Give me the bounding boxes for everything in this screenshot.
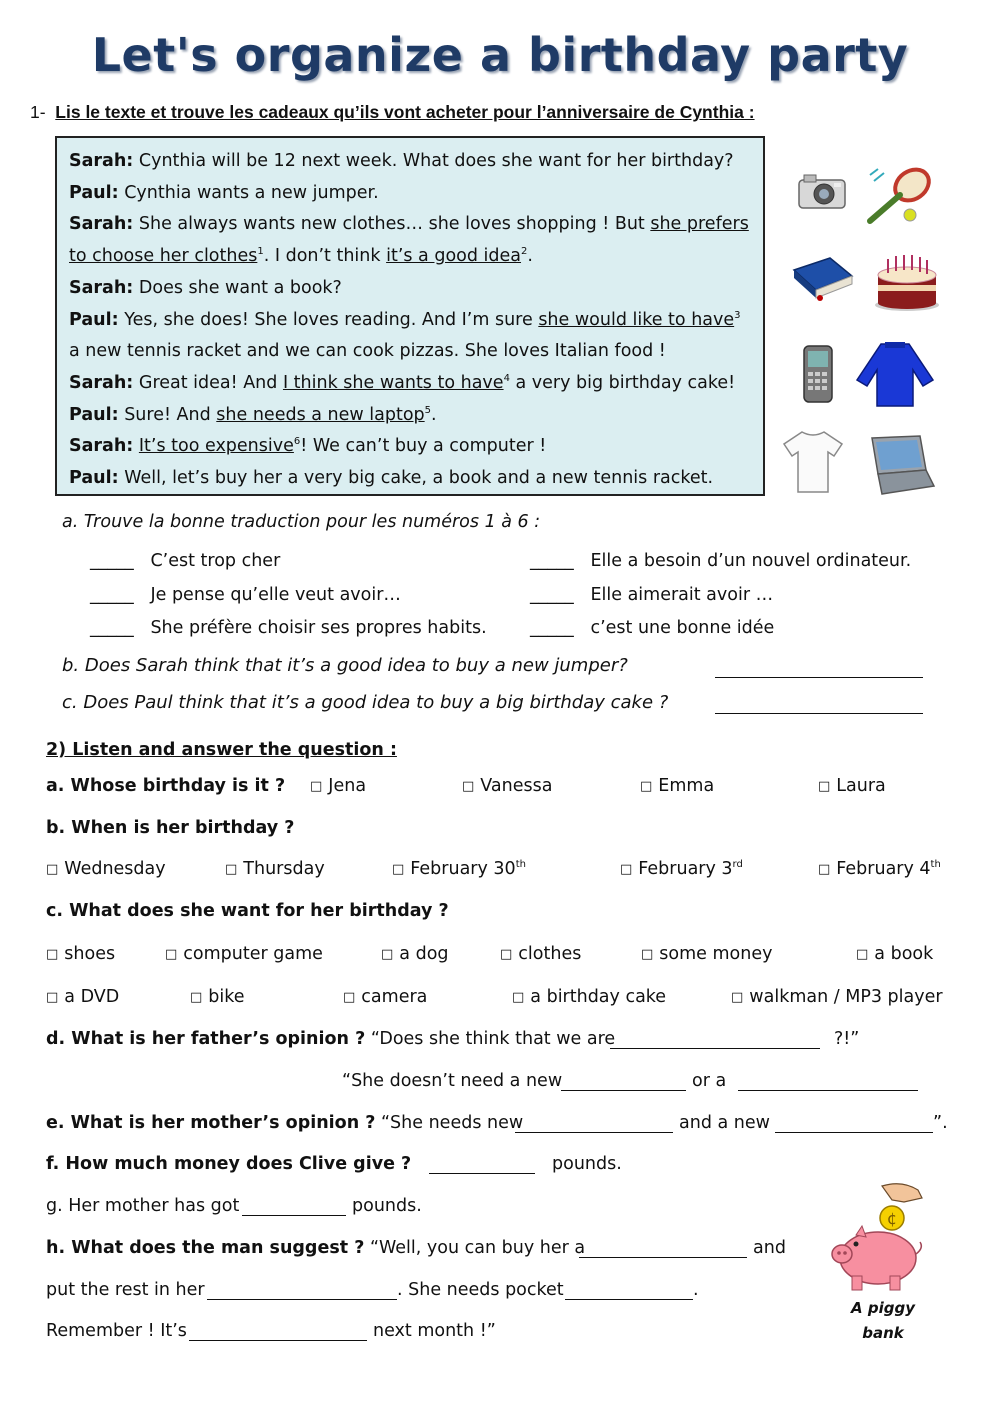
- option-label: Wednesday: [64, 859, 166, 879]
- speaker: Sarah:: [69, 436, 134, 457]
- answer-line[interactable]: [429, 1173, 535, 1174]
- checkbox-option[interactable]: [500, 944, 581, 964]
- dialogue-text: Well, let’s buy her a very big cake, a book and a new tennis racket.: [124, 468, 714, 489]
- option-label: Jena: [328, 776, 367, 796]
- dialogue-line: [69, 241, 751, 273]
- underlined-phrase: to choose her clothes: [69, 246, 258, 267]
- checkbox-option[interactable]: [818, 859, 941, 879]
- book-icon: [790, 254, 856, 302]
- translation-item[interactable]: [90, 551, 280, 571]
- translation-heading: a. Trouve la bonne traduction pour les numéros 1 à 6 :: [62, 512, 541, 532]
- section-2-heading: 2) Listen and answer the question :: [46, 740, 397, 760]
- dialogue-text: Does she want a book?: [138, 277, 342, 298]
- option-label: camera: [361, 987, 428, 1007]
- quote-end: ?!”: [834, 1029, 860, 1049]
- checkbox-option[interactable]: [46, 859, 166, 879]
- checkbox-option[interactable]: [856, 944, 933, 964]
- footnote-number: 2: [521, 246, 528, 258]
- translation-phrase: C’est trop cher: [150, 551, 281, 571]
- checkbox-icon[interactable]: □: [392, 862, 405, 877]
- footnote-number: 3: [734, 309, 741, 321]
- dialogue-line: [69, 146, 751, 178]
- checkbox-icon[interactable]: □: [165, 947, 178, 962]
- answer-line[interactable]: [242, 1215, 346, 1216]
- option-label: bike: [208, 987, 245, 1007]
- dialogue-text: .: [527, 246, 533, 267]
- option-label: February 4: [836, 859, 931, 879]
- option-label: computer game: [183, 944, 323, 964]
- option-label: walkman / MP3 player: [749, 987, 943, 1007]
- option-label: a birthday cake: [530, 987, 667, 1007]
- question-2d: [46, 1029, 615, 1049]
- checkbox-icon[interactable]: □: [343, 990, 356, 1005]
- translation-phrase: c’est une bonne idée: [590, 618, 775, 638]
- dialogue-line: [69, 273, 751, 305]
- answer-blank[interactable]: _____: [530, 551, 574, 571]
- question-2h: [46, 1238, 585, 1258]
- checkbox-icon[interactable]: □: [620, 862, 633, 877]
- laptop-icon: [864, 432, 936, 498]
- checkbox-icon[interactable]: □: [462, 779, 475, 794]
- quote-end: ”.: [933, 1113, 948, 1133]
- dialogue-text: Cynthia wants a new jumper.: [124, 182, 379, 203]
- checkbox-option[interactable]: [225, 859, 325, 879]
- dialogue-line: [69, 209, 751, 241]
- checkbox-icon[interactable]: □: [46, 862, 59, 877]
- checkbox-icon[interactable]: □: [856, 947, 869, 962]
- answer-line[interactable]: [565, 1299, 693, 1300]
- dialogue-text: Yes, she does! She loves reading. And I’m sure: [124, 309, 539, 330]
- dialogue-line: [69, 431, 751, 463]
- checkbox-option[interactable]: [165, 944, 323, 964]
- checkbox-option[interactable]: [343, 987, 427, 1007]
- answer-blank[interactable]: _____: [90, 618, 134, 638]
- underlined-phrase: it’s a good idea: [386, 246, 522, 267]
- quote-text: “She doesn’t need a new: [342, 1071, 563, 1091]
- checkbox-icon[interactable]: □: [640, 779, 653, 794]
- translation-phrase: She préfère choisir ses propres habits.: [150, 618, 487, 638]
- option-label: shoes: [64, 944, 116, 964]
- question-2c-label: c. What does she want for her birthday ?: [46, 901, 449, 921]
- underlined-phrase: I think she wants to have: [282, 372, 504, 393]
- checkbox-icon[interactable]: □: [46, 947, 59, 962]
- dialogue-line: [69, 336, 751, 368]
- quote-text: Remember ! It’s: [46, 1321, 187, 1341]
- exercise-1-instruction: [30, 102, 755, 123]
- checkbox-icon[interactable]: □: [818, 779, 831, 794]
- checkbox-icon[interactable]: □: [225, 862, 238, 877]
- translation-phrase: Je pense qu’elle veut avoir…: [150, 585, 401, 605]
- dialogue-line: [69, 178, 751, 210]
- speaker: Sarah:: [69, 277, 134, 298]
- checkbox-option[interactable]: [190, 987, 245, 1007]
- answer-line-1b[interactable]: [715, 677, 923, 678]
- question-2a-label: a. Whose birthday is it ?: [46, 776, 286, 796]
- option-label: a dog: [399, 944, 449, 964]
- answer-blank[interactable]: _____: [90, 551, 134, 571]
- checkbox-option[interactable]: [640, 776, 714, 796]
- checkbox-icon[interactable]: □: [641, 947, 654, 962]
- dialogue-text: Cynthia will be 12 next week. What does she want for her birthday?: [138, 151, 734, 171]
- question-1c: c. Does Paul think that it’s a good idea to buy a big birthday cake ?: [62, 692, 669, 713]
- option-label: a DVD: [64, 987, 120, 1007]
- question-2e-label: e. What is her mother’s opinion ?: [46, 1113, 376, 1133]
- unit-text: pounds.: [352, 1196, 422, 1216]
- speaker: Paul:: [69, 404, 119, 425]
- caption-line: A piggy: [851, 1299, 915, 1317]
- underlined-phrase: It’s too expensive: [138, 436, 294, 457]
- svg-text:¢: ¢: [886, 1209, 898, 1228]
- quote-text: “She needs new: [380, 1113, 524, 1133]
- jumper-icon: [853, 340, 937, 408]
- checkbox-icon[interactable]: □: [381, 947, 394, 962]
- quote-text: put the rest in her: [46, 1280, 205, 1300]
- underlined-phrase: she needs a new laptop: [216, 404, 425, 425]
- option-label: clothes: [518, 944, 582, 964]
- checkbox-icon[interactable]: □: [731, 990, 744, 1005]
- tennis-racket-icon: [862, 163, 940, 229]
- answer-line-1c[interactable]: [715, 713, 923, 714]
- checkbox-icon[interactable]: □: [818, 862, 831, 877]
- answer-line[interactable]: [515, 1132, 673, 1133]
- question-2e: [46, 1113, 523, 1133]
- question-1b: b. Does Sarah think that it’s a good idea to buy a new jumper?: [62, 655, 628, 676]
- speaker: Sarah:: [69, 214, 134, 235]
- checkbox-option[interactable]: [620, 859, 743, 879]
- dialogue-text: a new tennis racket and we can cook pizzas. She loves Italian food !: [69, 341, 666, 362]
- ordinal-suffix: th: [930, 859, 941, 871]
- translation-item[interactable]: [530, 585, 773, 605]
- speaker: Sarah:: [69, 151, 134, 171]
- dialogue-text: ! We can’t buy a computer !: [300, 436, 547, 457]
- option-label: Laura: [836, 776, 886, 796]
- option-label: February 3: [638, 859, 733, 879]
- speaker: Sarah:: [69, 372, 134, 393]
- quote-text: and a new: [679, 1113, 770, 1133]
- option-label: Vanessa: [480, 776, 553, 796]
- dialogue-text: Sure! And: [124, 404, 217, 425]
- option-label: February 30: [410, 859, 516, 879]
- quote-text: . She needs pocket: [397, 1280, 564, 1300]
- quote-text: .: [693, 1280, 699, 1300]
- checkbox-option[interactable]: [512, 987, 666, 1007]
- checkbox-option[interactable]: [46, 944, 115, 964]
- option-label: Emma: [658, 776, 715, 796]
- dialogue-line: [69, 368, 751, 400]
- answer-line[interactable]: [189, 1340, 367, 1341]
- question-2b-label: b. When is her birthday ?: [46, 818, 295, 838]
- answer-line[interactable]: [561, 1090, 686, 1091]
- instruction-text: Lis le texte et trouve les cadeaux qu’ils vont acheter pour l’anniversaire de Cynthia :: [55, 102, 755, 122]
- birthday-cake-icon: [872, 247, 942, 313]
- checkbox-option[interactable]: [731, 987, 943, 1007]
- exercise-number: 1-: [30, 102, 46, 122]
- answer-line[interactable]: [775, 1132, 933, 1133]
- dialogue-line: [69, 400, 751, 432]
- translation-phrase: Elle aimerait avoir …: [590, 585, 774, 605]
- translation-item[interactable]: [90, 585, 401, 605]
- underlined-phrase: she would like to have: [538, 309, 735, 330]
- checkbox-option[interactable]: [46, 987, 119, 1007]
- dialogue-text: She always wants new clothes… she loves shopping ! But: [138, 214, 651, 235]
- piggy-bank-caption: [838, 1296, 928, 1346]
- translation-item[interactable]: [530, 618, 774, 638]
- dialogue-line: [69, 305, 751, 337]
- footnote-number: 5: [424, 404, 432, 416]
- speaker: Paul:: [69, 468, 119, 489]
- dialogue-text: . I don’t think: [263, 246, 387, 267]
- answer-line[interactable]: [579, 1257, 747, 1258]
- footnote-number: 1: [257, 246, 264, 258]
- question-2g: g. Her mother has got: [46, 1196, 240, 1216]
- dialogue-text: Great idea! And: [138, 372, 283, 393]
- footnote-number: 6: [293, 436, 301, 448]
- dialogue-text: .: [431, 404, 437, 425]
- option-label: a book: [874, 944, 934, 964]
- dialogue-line: [69, 463, 751, 495]
- quote-text: and: [753, 1238, 786, 1258]
- checkbox-option[interactable]: [381, 944, 449, 964]
- quote-text: next month !”: [373, 1321, 496, 1341]
- caption-line: bank: [862, 1324, 904, 1342]
- footnote-number: 4: [503, 373, 510, 385]
- answer-line[interactable]: [738, 1090, 918, 1091]
- question-2f-label: f. How much money does Clive give ?: [46, 1154, 412, 1174]
- dialogue-box: [55, 136, 765, 496]
- ordinal-suffix: th: [515, 859, 526, 871]
- question-2h-label: h. What does the man suggest ?: [46, 1238, 365, 1258]
- mobile-phone-icon: [802, 344, 834, 404]
- answer-line[interactable]: [610, 1048, 820, 1049]
- checkbox-option[interactable]: [818, 776, 886, 796]
- checkbox-option[interactable]: [392, 859, 526, 879]
- translation-item[interactable]: [90, 618, 487, 638]
- option-label: some money: [659, 944, 773, 964]
- dialogue-text: a very big birthday cake!: [509, 372, 736, 393]
- t-shirt-icon: [782, 428, 844, 496]
- camera-icon: [796, 170, 848, 214]
- checkbox-icon[interactable]: □: [46, 990, 59, 1005]
- piggy-bank-icon: [826, 1180, 930, 1296]
- page-title: Let's organize a birthday party: [91, 28, 909, 82]
- answer-blank[interactable]: _____: [530, 585, 574, 605]
- quote-text: “Well, you can buy her a: [369, 1238, 586, 1258]
- underlined-phrase: she prefers: [650, 214, 749, 235]
- checkbox-icon[interactable]: □: [512, 990, 525, 1005]
- question-2d-label: d. What is her father’s opinion ?: [46, 1029, 366, 1049]
- answer-blank[interactable]: _____: [530, 618, 574, 638]
- quote-text: or a: [692, 1071, 727, 1091]
- checkbox-option[interactable]: [310, 776, 366, 796]
- unit-text: pounds.: [552, 1154, 622, 1174]
- ordinal-suffix: rd: [732, 859, 743, 871]
- speaker: Paul:: [69, 309, 119, 330]
- checkbox-option[interactable]: [462, 776, 552, 796]
- answer-line[interactable]: [207, 1299, 397, 1300]
- answer-blank[interactable]: _____: [90, 585, 134, 605]
- translation-item[interactable]: [530, 551, 911, 571]
- checkbox-icon[interactable]: □: [500, 947, 513, 962]
- checkbox-icon[interactable]: □: [190, 990, 203, 1005]
- quote-text: “Does she think that we are: [370, 1029, 616, 1049]
- translation-phrase: Elle a besoin d’un nouvel ordinateur.: [590, 551, 912, 571]
- checkbox-icon[interactable]: □: [310, 779, 323, 794]
- speaker: Paul:: [69, 182, 119, 203]
- option-label: Thursday: [243, 859, 325, 879]
- checkbox-option[interactable]: [641, 944, 772, 964]
